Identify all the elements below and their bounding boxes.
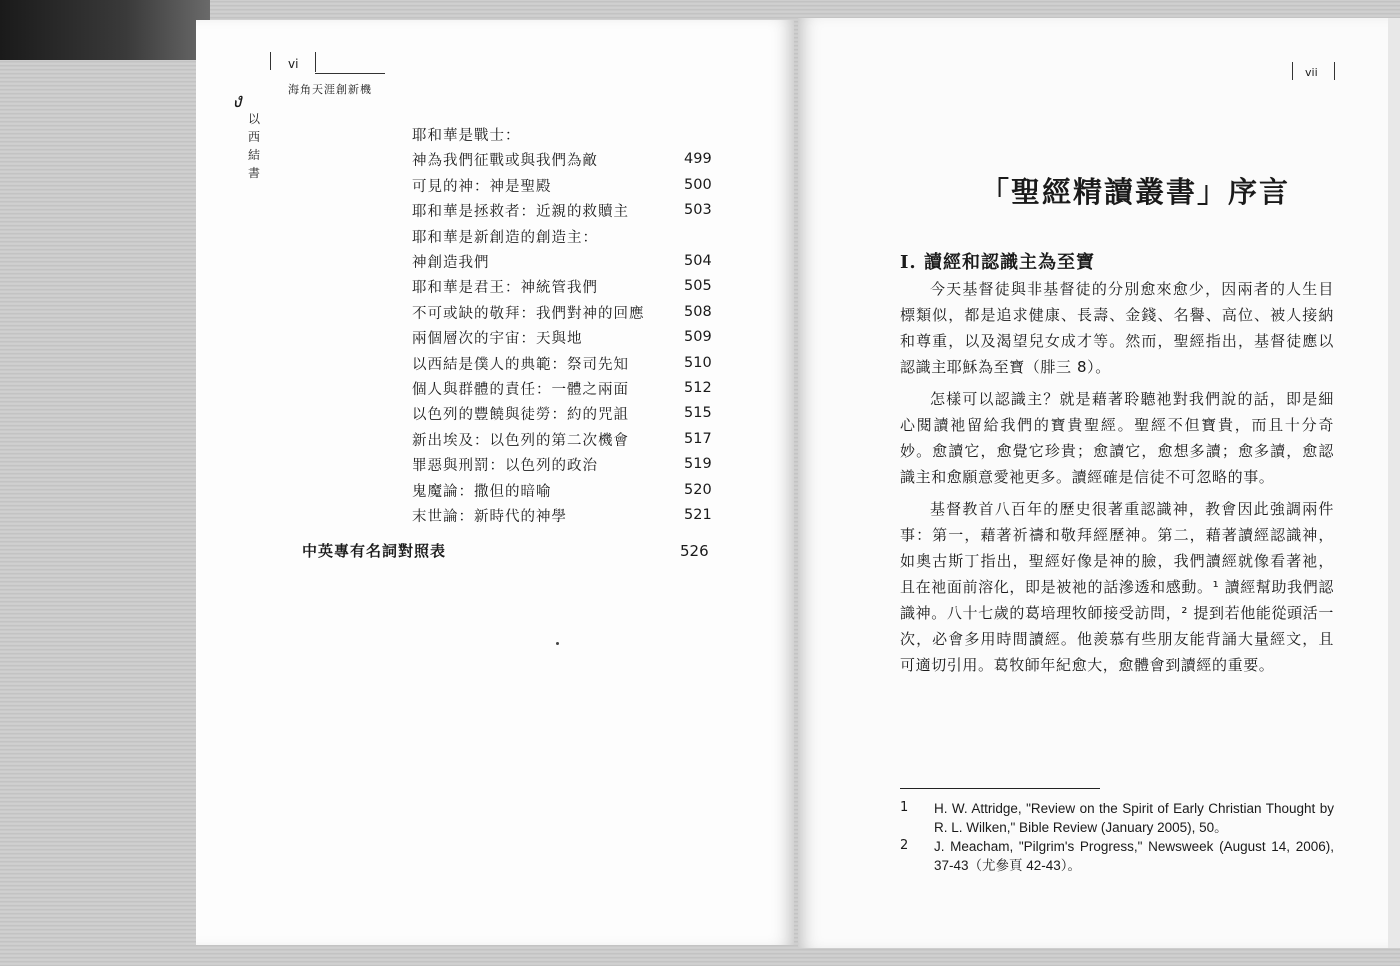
- toc-entry-text: 耶和華是戰士：: [412, 128, 521, 144]
- footnote-rule: [900, 788, 1100, 789]
- toc-entry-page: 519: [684, 456, 712, 473]
- section-heading: I. 讀經和認識主為至寶: [900, 252, 1095, 273]
- toc-entry-text: 耶和華是新創造的創造主：: [412, 229, 598, 246]
- footnote-text: J. Meacham, "Pilgrim's Progress," Newsweek (August 14, 2006), 37-43（尤參頁 42-43）。: [934, 839, 1334, 873]
- toc-entry-text: 鬼魔論：撒但的暗喻: [412, 483, 552, 500]
- footnote-number: 1: [900, 800, 909, 815]
- toc-main-entry: 中英專有名詞對照表: [302, 542, 447, 560]
- side-book-label: 以西結書: [247, 112, 260, 180]
- header-underline: [315, 73, 385, 74]
- toc-entry-text: 以西結是僕人的典範：祭司先知: [412, 356, 629, 373]
- body-text: [900, 276, 1334, 678]
- toc-entry-text: 末世論：新時代的神學: [412, 509, 567, 525]
- footnote-text: H. W. Attridge, "Review on the Spirit of Early Christian Thought by R. L. Wilken," Bible Review (January 2005), 50。: [934, 801, 1334, 835]
- scan-dark-corner: [0, 0, 210, 60]
- toc-entry-text: 罪惡與刑罰：以色列的政治: [412, 458, 598, 475]
- toc-entry-text: 神創造我們: [412, 255, 490, 271]
- toc-entry-page: 517: [684, 430, 712, 447]
- toc-entry-page: 505: [684, 278, 712, 295]
- toc-entry-page: 520: [684, 481, 712, 498]
- toc-entry-text: 可見的神：神是聖殿: [412, 178, 552, 195]
- toc-entry-page: 515: [684, 405, 712, 422]
- toc-entry-page: 510: [684, 354, 712, 371]
- toc-entry-page: 512: [684, 380, 712, 396]
- toc-entry-text: 個人與群體的責任：一體之兩面: [412, 382, 629, 398]
- toc-entry-page: 521: [684, 507, 712, 523]
- page-edge: [1388, 18, 1400, 948]
- right-page-number: vii: [1305, 66, 1318, 79]
- toc-main-entry-page: 526: [680, 542, 709, 560]
- toc-entry-page: 509: [684, 329, 712, 346]
- toc-entry-page: 499: [684, 151, 712, 168]
- paragraph: 怎樣可以認識主？就是藉著聆聽祂對我們說的話，即是細心閱讀祂留給我們的寶貴聖經。聖經不但寶貴，而且十分奇妙。愈讀它，愈覺它珍貴；愈讀它，愈想多讀；愈多讀，愈認識主和愈願意愛祂更多。讀經確是信徒不可忽略的事。: [900, 390, 1334, 486]
- toc-entry-text: 不可或缺的敬拜：我們對神的回應: [412, 305, 645, 322]
- book-mark-glyph: ง: [232, 88, 242, 112]
- toc-entry-page: 500: [684, 176, 712, 193]
- toc-entry-page: 508: [684, 303, 712, 320]
- toc-entry-text: 兩個層次的宇宙：天與地: [412, 331, 583, 348]
- left-page-number: vi: [288, 57, 299, 71]
- running-header-title: 海角天涯創新機: [288, 83, 372, 96]
- header-rule: [270, 52, 271, 70]
- header-rule: [1292, 62, 1293, 80]
- header-rule: [315, 52, 316, 72]
- toc-entry-page: 504: [684, 253, 712, 269]
- toc-entry-text: 耶和華是君王：神統管我們: [412, 280, 598, 297]
- toc-entry-text: 新出埃及：以色列的第二次機會: [412, 432, 629, 449]
- toc-entry-page: 503: [684, 202, 712, 219]
- toc-entry-text: 神為我們征戰或與我們為敵: [412, 153, 598, 170]
- toc-entry-text: 以色列的豐饒與徒勞：約的咒詛: [412, 407, 629, 424]
- paragraph: 基督教首八百年的歷史很著重認識神，教會因此強調兩件事：第一，藉著祈禱和敬拜經歷神。第二，藉著讀經認識神，如奧古斯丁指出，聖經好像是神的臉，我們讀經就像看著祂，且在祂面前溶化，即是被祂的話滲透和感動。¹ 讀經幫助我們認識神。八十七歲的葛培理牧師接受訪問，² 提到若他能從頭活一次，必會多用時間讀經。他羨慕有些朋友能背誦大量經文，且可適切引用。葛牧師年紀愈大，愈體會到讀經的重要。: [900, 500, 1334, 674]
- header-rule: [1334, 62, 1335, 80]
- toc-entry-text: 耶和華是拯救者：近親的救贖主: [412, 204, 629, 221]
- scan-speck: [556, 642, 559, 645]
- footnote-number: 2: [900, 838, 909, 853]
- paragraph: 今天基督徒與非基督徒的分別愈來愈少，因兩者的人生目標類似，都是追求健康、長壽、金錢、名譽、高位、被人接納和尊重，以及渴望兒女成才等。然而，聖經指出，基督徒應以認識主耶穌為至寶（腓三 8）。: [900, 280, 1334, 376]
- page-title: 「聖經精讀叢書」序言: [980, 175, 1291, 209]
